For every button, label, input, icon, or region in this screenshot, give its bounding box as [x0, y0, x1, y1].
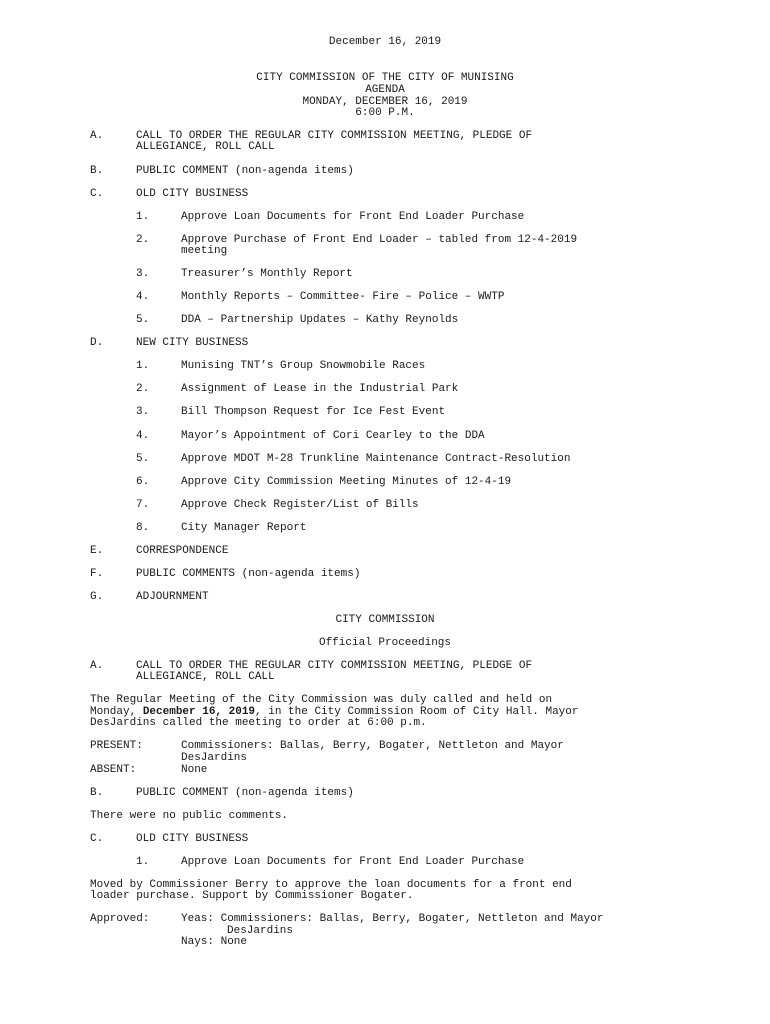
agenda-c-item-number: 1.: [136, 211, 150, 223]
agenda-header-time: 6:00 P.M.: [355, 107, 415, 119]
agenda-d-item-text: City Manager Report: [181, 522, 307, 534]
nays-line: Nays: None: [181, 936, 248, 948]
proceedings-subtitle: Official Proceedings: [318, 637, 452, 649]
absent-value: None: [181, 764, 208, 776]
agenda-d-item-number: 3.: [136, 406, 150, 418]
agenda-c-item-text: Approve Loan Documents for Front End Loader Purchase: [181, 211, 525, 223]
agenda-d-item-number: 6.: [136, 476, 150, 488]
proceedings-b-result: There were no public comments.: [90, 810, 289, 822]
agenda-d-item-number: 8.: [136, 522, 150, 534]
proceedings-c-label: C.: [90, 833, 104, 845]
agenda-d-item-number: 5.: [136, 453, 150, 465]
agenda-a-text-line1: CALL TO ORDER THE REGULAR CITY COMMISSION MEETING, PLEDGE OF: [136, 130, 533, 142]
agenda-d-item-number: 7.: [136, 499, 150, 511]
proceedings-paragraph-line3: DesJardins called the meeting to order at 6:00 p.m.: [90, 717, 427, 729]
proceedings-title: CITY COMMISSION: [335, 614, 435, 626]
proceedings-a-text-line1: CALL TO ORDER THE REGULAR CITY COMMISSION MEETING, PLEDGE OF: [136, 660, 533, 672]
agenda-c-label: C.: [90, 188, 104, 200]
paragraph-text: Monday,: [90, 706, 143, 718]
proceedings-c-item-number: 1.: [136, 856, 150, 868]
proceedings-paragraph-line1: The Regular Meeting of the City Commission was duly called and held on: [90, 694, 553, 706]
present-list-line1: Commissioners: Ballas, Berry, Bogater, Nettleton and Mayor: [181, 740, 564, 752]
agenda-b-text: PUBLIC COMMENT (non-agenda items): [136, 165, 354, 177]
agenda-c-item-number: 2.: [136, 234, 150, 246]
agenda-e-text: CORRESPONDENCE: [136, 545, 229, 557]
agenda-d-item-number: 2.: [136, 383, 150, 395]
proceedings-a-label: A.: [90, 660, 104, 672]
document-date: December 16, 2019: [328, 36, 442, 48]
agenda-f-label: F.: [90, 568, 104, 580]
agenda-c-item-text: DDA – Partnership Updates – Kathy Reynolds: [181, 314, 459, 326]
agenda-c-item-number: 3.: [136, 268, 150, 280]
agenda-d-item-text: Assignment of Lease in the Industrial Park: [181, 383, 459, 395]
meeting-date-bold: December 16, 2019: [142, 706, 256, 718]
agenda-c-item-number: 5.: [136, 314, 150, 326]
agenda-header-date: MONDAY, DECEMBER 16, 2019: [302, 96, 468, 108]
present-list-line2: DesJardins: [181, 752, 248, 764]
agenda-c-item-text-line2: meeting: [181, 245, 228, 257]
agenda-header-title: CITY COMMISSION OF THE CITY OF MUNISING: [256, 72, 514, 84]
agenda-a-text-line2: ALLEGIANCE, ROLL CALL: [136, 141, 275, 153]
proceedings-b-text: PUBLIC COMMENT (non-agenda items): [136, 787, 354, 799]
agenda-d-item-text: Approve Check Register/List of Bills: [181, 499, 419, 511]
agenda-f-text: PUBLIC COMMENTS (non-agenda items): [136, 568, 361, 580]
agenda-d-item-text: Mayor’s Appointment of Cori Cearley to the DDA: [181, 430, 485, 442]
agenda-d-label: D.: [90, 337, 104, 349]
agenda-d-item-text: Approve City Commission Meeting Minutes of 12-4-19: [181, 476, 512, 488]
motion-line1: Moved by Commissioner Berry to approve the loan documents for a front end: [90, 879, 572, 891]
motion-line2: loader purchase. Support by Commissioner Bogater.: [90, 890, 414, 902]
absent-label: ABSENT:: [90, 764, 137, 776]
agenda-d-text: NEW CITY BUSINESS: [136, 337, 249, 349]
approved-label: Approved:: [90, 913, 150, 925]
agenda-header-label: AGENDA: [365, 84, 405, 96]
agenda-d-item-text: Bill Thompson Request for Ice Fest Event: [181, 406, 446, 418]
proceedings-c-item-text: Approve Loan Documents for Front End Loader Purchase: [181, 856, 525, 868]
agenda-d-item-text: Approve MDOT M-28 Trunkline Maintenance Contract-Resolution: [181, 453, 571, 465]
agenda-e-label: E.: [90, 545, 104, 557]
proceedings-a-text-line2: ALLEGIANCE, ROLL CALL: [136, 671, 275, 683]
agenda-g-label: G.: [90, 591, 104, 603]
agenda-d-item-number: 1.: [136, 360, 150, 372]
agenda-d-item-number: 4.: [136, 430, 150, 442]
proceedings-c-text: OLD CITY BUSINESS: [136, 833, 249, 845]
agenda-d-item-text: Munising TNT’s Group Snowmobile Races: [181, 360, 426, 372]
agenda-c-item-text: Monthly Reports – Committee- Fire – Police – WWTP: [181, 291, 505, 303]
present-label: PRESENT:: [90, 740, 143, 752]
agenda-g-text: ADJOURNMENT: [136, 591, 209, 603]
agenda-c-item-text: Approve Purchase of Front End Loader – tabled from 12-4-2019: [181, 234, 578, 246]
agenda-c-item-number: 4.: [136, 291, 150, 303]
agenda-a-label: A.: [90, 130, 104, 142]
yeas-line2: DesJardins: [227, 925, 294, 937]
agenda-c-item-text: Treasurer’s Monthly Report: [181, 268, 353, 280]
agenda-c-text: OLD CITY BUSINESS: [136, 188, 249, 200]
proceedings-b-label: B.: [90, 787, 104, 799]
yeas-line1: Yeas: Commissioners: Ballas, Berry, Bogater, Nettleton and Mayor: [181, 913, 604, 925]
paragraph-text: , in the City Commission Room of City Hall. Mayor: [255, 706, 579, 718]
agenda-b-label: B.: [90, 165, 104, 177]
